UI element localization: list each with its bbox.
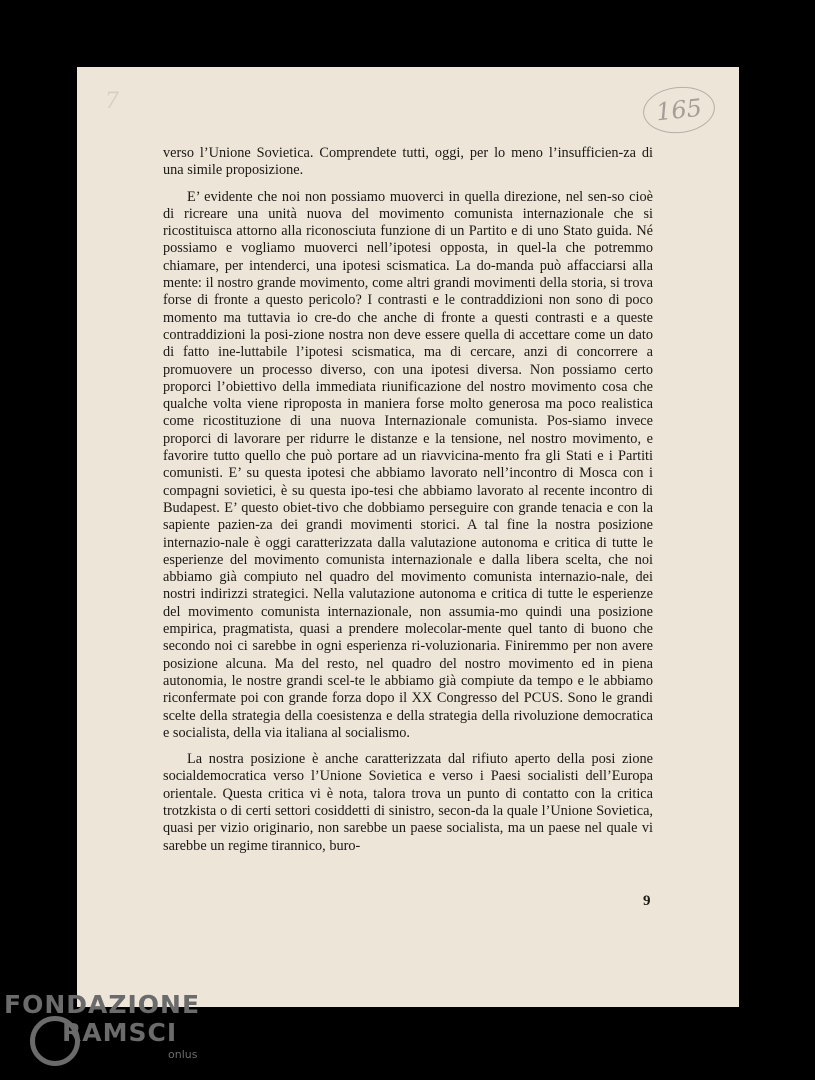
watermark-line-2: RAMSCI [62, 1018, 178, 1047]
watermark-line-3: onlus [168, 1048, 198, 1061]
handwritten-page-number: 165 [641, 83, 717, 136]
paragraph-3: La nostra posizione è anche caratterizzata dal rifiuto aperto della posi zione socialdemocratica verso l’Unione Sovietica e verso i Paesi socialisti dell’Europa orientale. Questa critica vi è nota, talora trova un punto di contatto con la critica trotzkista o di certi settori cosiddetti di sinistro, secon-da la quale l’Unione Sovietica, quasi per vizio originario, non sarebbe un paese socialista, ma un paese nel quale vi sarebbe un regime tirannico, buro- [163, 751, 653, 854]
paragraph-2: E’ evidente che noi non possiamo muoverci in quella direzione, nel sen-so cioè di ricreare una unità nuova del movimento comunista internazionale che si ricostituisca attorno alla riconosciuta funzione di un Partito e di uno Stato guida. Né possiamo e vogliamo muoverci nell’ipotesi opposta, in quel-la che potremmo chiamare, per intenderci, una ipotesi scismatica. La do-manda può affacciarsi alla mente: il nostro grande movimento, come altri grandi movimenti della storia, si trova forse di fronte a questo pericolo? I contrasti e le contraddizioni non sono di poco momento ma tuttavia io cre-do che anche di fronte a questi contrasti e a queste contraddizioni la posi-zione nostra non deve essere quella di accettare come un dato di fatto ine-luttabile l’ipotesi scismatica, ma di cercare, anzi di concorrere a promuovere un processo diverso, con una ipotesi diversa. Non possiamo certo proporci l’obiettivo della immediata riunificazione del nostro movimento cosa che qualche volta viene riproposta in maniera forse molto generosa ma poco realistica come ricostituzione di una nuova Internazionale comunista. Pos-siamo invece proporci di lavorare per ridurre le distanze e la tensione, nel nostro movimento, e favorire tutto quello che può portare ad un riavvicina-mento fra gli Stati e i Partiti comunisti. E’ su questa ipotesi che abbiamo lavorato nell’incontro di Mosca con i compagni sovietici, è su questa ipo-tesi che abbiamo lavorato al recente incontro di Budapest. E’ questo obiet-tivo che dobbiamo perseguire con grande tenacia e con la sapiente pazien-za dei grandi movimenti storici. A tal fine la nostra posizione internazio-nale è oggi caratterizzata dalla valutazione autonoma e critica di tutte le esperienze del movimento comunista internazionale e dalla libera scelta, che noi abbiamo già compiuto nel quadro del movimento comunista internazio-nale, dei nostri indirizzi strategici. Nella valutazione autonoma e critica di tutte le esperienze del movimento comunista internazionale, non assumia-mo quindi una posizione empirica, pragmatista, quasi a prendere molecolar-mente quel tanto di buono che secondo noi ci sarebbe in ogni esperienza ri-voluzionaria. Finiremmo per non avere posizione alcuna. Ma del resto, nel quadro del nostro movimento ed in piena autonomia, le nostre grandi scel-te le abbiamo già compiute da tempo e le abbiamo riconfermate poi con grande forza dopo il XX Congresso del PCUS. Sono le grandi scelte della strategia della coesistenza e della strategia della rivoluzione democratica e socialista, della via italiana al socialismo. [163, 188, 653, 741]
body-text [163, 145, 653, 855]
watermark-line-1: FONDAZIONE [4, 990, 201, 1019]
faint-pencil-mark: 7 [105, 89, 119, 114]
fondazione-gramsci-watermark [4, 990, 214, 1070]
document-page [77, 67, 739, 1007]
paragraph-1: verso l’Unione Sovietica. Comprendete tutti, oggi, per lo meno l’insufficien-za di una simile proposizione. [163, 145, 653, 179]
printed-page-number: 9 [643, 893, 651, 909]
